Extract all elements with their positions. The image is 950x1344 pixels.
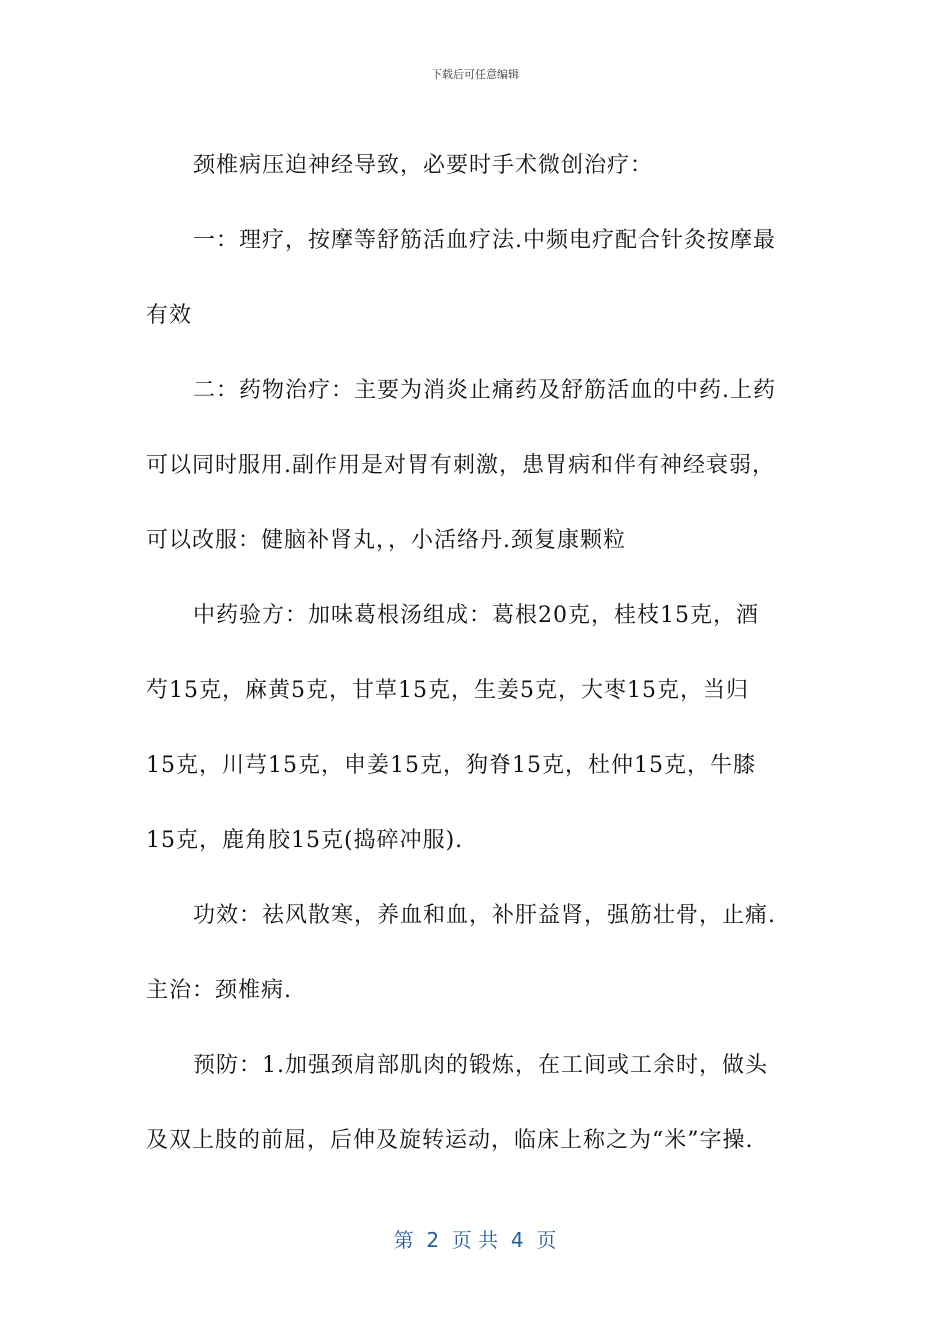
paragraph-line: 可以同时服用.副作用是对胃有刺激，患胃病和伴有神经衰弱， — [146, 453, 775, 478]
page-number-footer: 第 2 页 共 4 页 — [393, 1228, 557, 1252]
paragraph-line: 15克，川芎15克，申姜15克，狗脊15克，杜仲15克，牛膝 — [146, 753, 756, 778]
paragraph-line: 一：理疗，按摩等舒筋活血疗法.中频电疗配合针灸按摩最 — [193, 228, 776, 253]
paragraph-line: 功效：祛风散寒，养血和血，补肝益肾，强筋壮骨，止痛. — [193, 903, 776, 928]
document-body — [146, 128, 808, 1178]
paragraph-line: 芍15克，麻黄5克，甘草15克，生姜5克，大枣15克，当归 — [146, 678, 749, 703]
paragraph-line: 二：药物治疗：主要为消炎止痛药及舒筋活血的中药.上药 — [193, 378, 776, 403]
paragraph-line: 颈椎病压迫神经导致，必要时手术微创治疗： — [193, 153, 654, 178]
paragraph-line: 及双上肢的前屈，后伸及旋转运动，临床上称之为“米”字操. — [146, 1128, 754, 1153]
paragraph-line: 预防：1.加强颈肩部肌肉的锻炼，在工间或工余时，做头 — [193, 1053, 768, 1078]
paragraph-line: 可以改服：健脑补肾丸，，小活络丹.颈复康颗粒 — [146, 528, 626, 553]
paragraph-line: 中药验方：加味葛根汤组成：葛根20克，桂枝15克，酒 — [193, 603, 759, 628]
paragraph-line: 15克，鹿角胶15克(捣碎冲服). — [146, 828, 464, 853]
paragraph-line: 有效 — [146, 303, 193, 328]
page-header: 下载后可任意编辑 — [431, 68, 519, 81]
paragraph-line: 主治：颈椎病. — [146, 978, 292, 1003]
